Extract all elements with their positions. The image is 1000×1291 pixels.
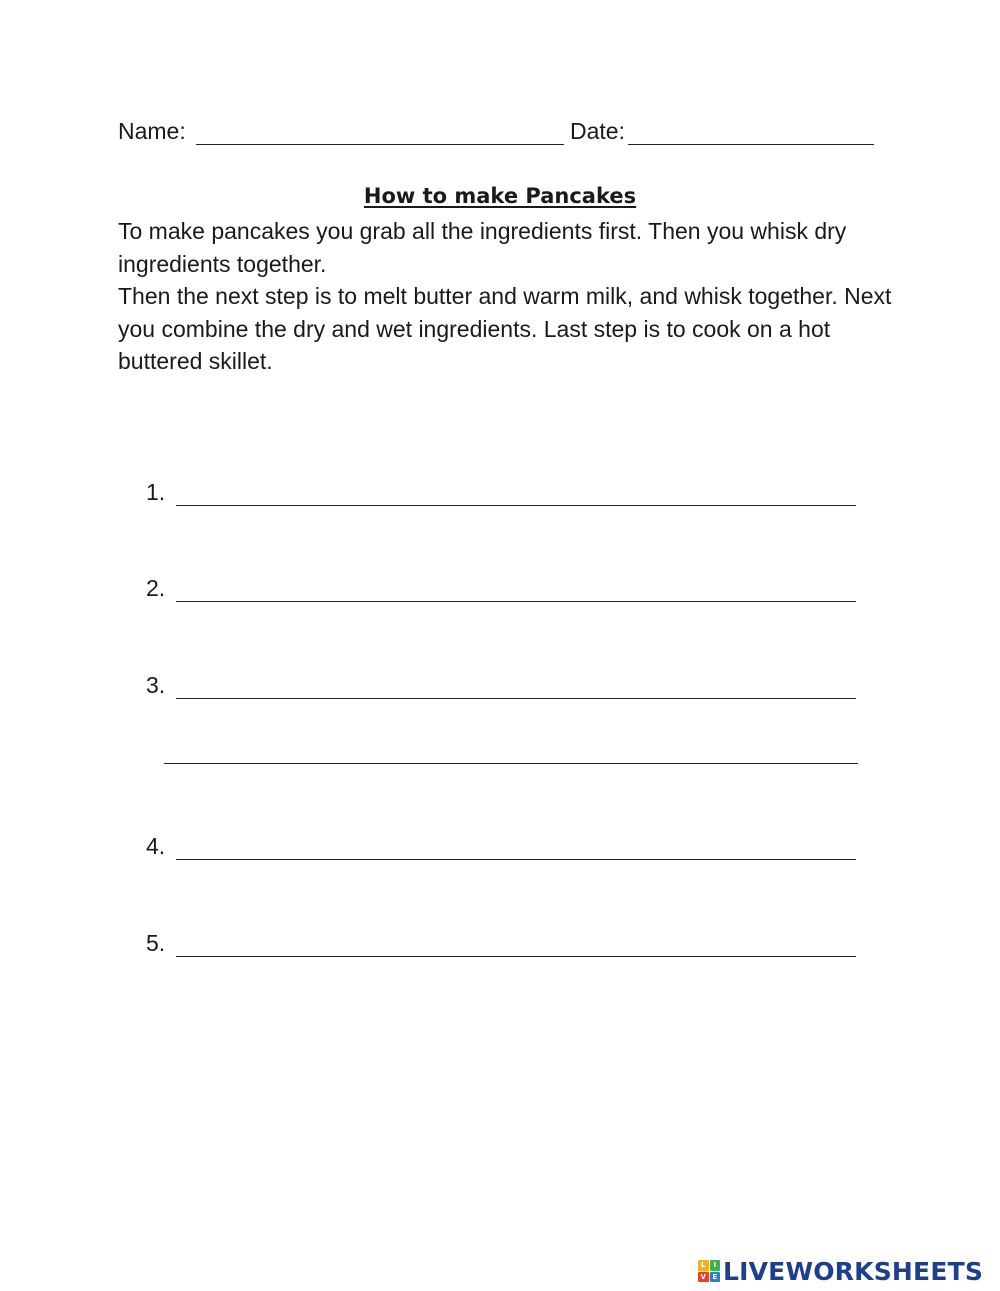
answer-number: 4. — [146, 833, 166, 859]
logo-tile-v: V — [698, 1272, 709, 1283]
logo-tile-e: E — [710, 1272, 721, 1283]
answer-row-1 — [0, 479, 1000, 519]
answer-row-2 — [0, 575, 1000, 615]
liveworksheets-logo — [698, 1257, 983, 1285]
logo-text: LIVEWORKSHEETS — [723, 1256, 984, 1286]
date-label: Date: — [570, 118, 625, 144]
name-label: Name: — [118, 118, 186, 144]
passage-paragraph-1: To make pancakes you grab all the ingredients first. Then you whisk dry ingredients together. — [118, 218, 847, 277]
answer-field-5[interactable] — [176, 956, 856, 957]
passage-paragraph-2: Then the next step is to melt butter and warm milk, and whisk together. Next you combine the dry and wet ingredients. Last step is to cook on a hot buttered skillet. — [118, 283, 892, 374]
answer-field-2[interactable] — [176, 601, 856, 602]
instruction-passage — [118, 215, 898, 378]
header-line — [118, 114, 888, 150]
answer-field-4[interactable] — [176, 859, 856, 860]
logo-tile-i: I — [710, 1260, 721, 1271]
answer-number: 5. — [146, 930, 166, 956]
answer-number: 3. — [146, 672, 166, 698]
answer-row-3 — [0, 672, 1000, 712]
answer-row-4 — [0, 833, 1000, 873]
answer-field-3[interactable] — [176, 698, 856, 699]
answer-field-1[interactable] — [176, 505, 856, 506]
answer-number: 1. — [146, 479, 166, 505]
answer-row-5 — [0, 930, 1000, 970]
worksheet-title: How to make Pancakes — [363, 184, 637, 208]
liveworksheets-logo-icon — [698, 1260, 720, 1282]
date-field[interactable] — [628, 144, 874, 145]
name-field[interactable] — [196, 144, 564, 145]
answer-field-3-continued[interactable] — [164, 763, 858, 764]
answer-row-3-continued — [0, 737, 1000, 777]
answer-number: 2. — [146, 575, 166, 601]
logo-tile-l: L — [698, 1260, 709, 1271]
